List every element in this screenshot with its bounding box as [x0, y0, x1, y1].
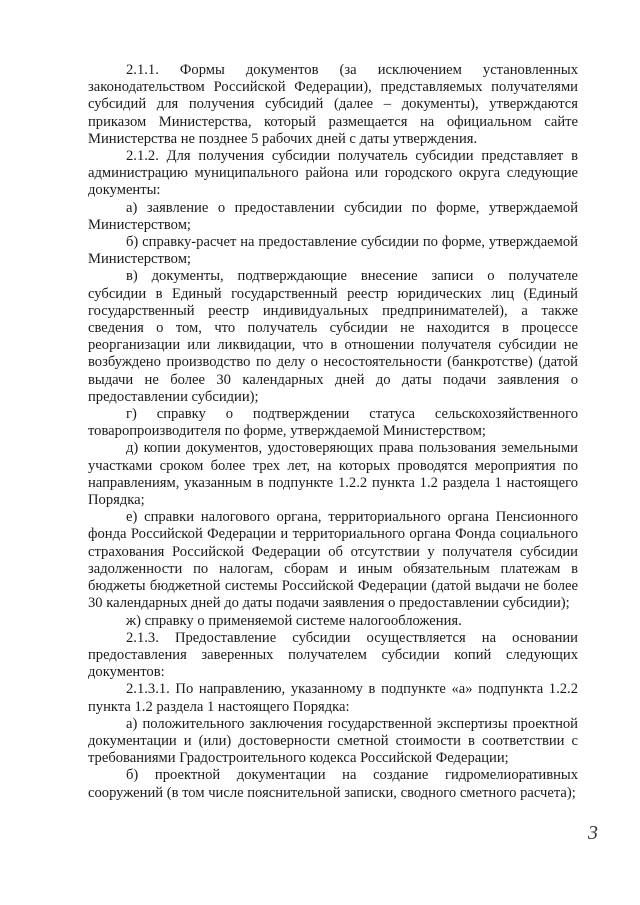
sub-item-b: б) проектной документации на создание гидромелиоративных сооружений (в том числе пояснительной записки, сводного сметного расчета);: [88, 767, 578, 801]
list-item-zh: ж) справку о применяемой системе налогообложения.: [126, 612, 462, 629]
page-number: 3: [588, 822, 598, 844]
document-body: [88, 62, 578, 802]
list-item-e: е) справки налогового органа, территориального органа Пенсионного фонда Российской Федерации и территориального органа Фонда социального страхования Российской Федерации об отсутствии у получателя субсидии задолженности по налогам, сборам и иным обязательным платежам в бюджеты бюджетной системы Российской Федерации (датой выдачи не более 30 календарных дней до даты подачи заявления о предоставлении субсидии);: [88, 509, 578, 612]
list-item-d: д) копии документов, удостоверяющих права пользования земельными участками сроком более трех лет, на которых проводятся мероприятия по направлениям, указанным в подпункте 1.2.2 пункта 1.2 раздела 1 настоящего Порядка;: [88, 440, 578, 509]
list-item-g: г) справку о подтверждении статуса сельскохозяйственного товаропроизводителя по форме, утверждаемой Министерством;: [88, 406, 578, 440]
paragraph-2-1-2: 2.1.2. Для получения субсидии получатель субсидии представляет в администрацию муниципального района или городского округа следующие документы:: [88, 148, 578, 199]
sub-item-a: а) положительного заключения государственной экспертизы проектной документации и (или) достоверности сметной стоимости в соответствии с требованиями Градостроительного кодекса Российской Федерации;: [88, 715, 578, 767]
list-item-a: а) заявление о предоставлении субсидии по форме, утверждаемой Министерством;: [88, 199, 578, 233]
paragraph-2-1-1: 2.1.1. Формы документов (за исключением установленных законодательством Российской Федерации), представляемых получателями субсидий для получения субсидий (далее – документы), утверждаются приказом Министерства, который размещается на официальном сайте Министерства не позднее 5 рабочих дней с даты утверждения.: [88, 62, 578, 147]
paragraph-2-1-3-1: 2.1.3.1. По направлению, указанному в подпункте «а» подпункта 1.2.2 пункта 1.2 раздела 1 настоящего Порядка:: [88, 681, 578, 715]
list-item-b: б) справку-расчет на предоставление субсидии по форме, утверждаемой Министерством;: [88, 234, 578, 268]
list-item-v: в) документы, подтверждающие внесение записи о получателе субсидии в Единый государственный реестр юридических лиц (Единый государственный реестр индивидуальных предпринимателей), а также сведения о том, что получатель субсидии не находится в процессе реорганизации или ликвидации, что в отношении получателя субсидии не возбуждено производство по делу о несостоятельности (банкротстве) (датой выдачи не более 30 календарных дней до даты подачи заявления о предоставлении субсидии);: [88, 268, 578, 405]
paragraph-2-1-3: 2.1.3. Предоставление субсидии осуществляется на основании предоставления заверенных получателем субсидии копий следующих документов:: [88, 629, 578, 681]
